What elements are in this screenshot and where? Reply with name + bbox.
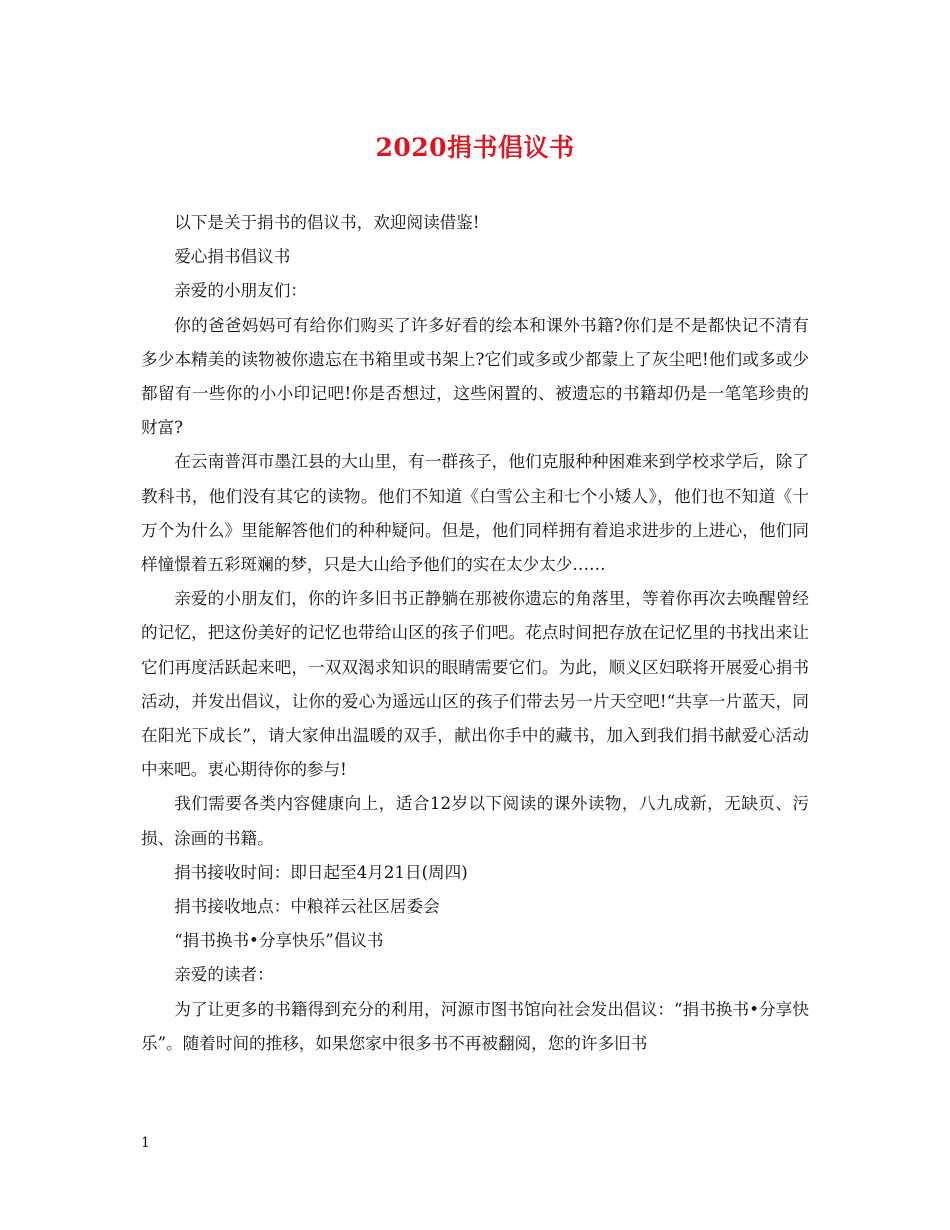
intro-paragraph: 以下是关于捐书的倡议书，欢迎阅读借鉴! xyxy=(174,213,480,232)
section-heading-love-donation: 爱心捐书倡议书 xyxy=(174,247,291,267)
document-title: 2020捐书倡议书 xyxy=(375,133,575,162)
body-paragraph: 在云南普洱市墨江县的大山里，有一群孩子，他们克服种种困难来到学校求学后，除了教科书，他们没有其它的读物。他们不知道《白雪公主和七个小矮人》，他们也不知道《十万个为什么》里能解答他们的种种疑问。但是，他们同样拥有着追求进步的上进心，他们同样憧憬着五彩斑斓的梦，只是大山给予他们的实在太少太少…… xyxy=(141,452,809,575)
salutation-readers: 亲爱的读者： xyxy=(174,965,274,985)
salutation-kids: 亲爱的小朋友们： xyxy=(174,281,307,301)
page-number: 1 xyxy=(141,1135,150,1151)
section-heading-book-exchange: “捐书换书•分享快乐”倡议书 xyxy=(174,931,384,951)
body-paragraph: 你的爸爸妈妈可有给你们购买了许多好看的绘本和课外书籍?你们是不是都快记不清有多少本精美的读物被你遗忘在书箱里或书架上?它们或多或少都蒙上了灰尘吧!他们或多或少都留有一些你的小小印记吧!你是否想过，这些闲置的、被遗忘的书籍却仍是一笔笔珍贵的财富? xyxy=(141,315,809,438)
document-body xyxy=(141,206,809,1061)
donation-location: 捐书接收地点：中粮祥云社区居委会 xyxy=(174,897,440,917)
body-paragraph: 为了让更多的书籍得到充分的利用，河源市图书馆向社会发出倡议：“捐书换书•分享快乐”。随着时间的推移，如果您家中很多书不再被翻阅，您的许多旧书 xyxy=(141,999,809,1053)
donation-time: 捐书接收时间：即日起至4月21日(周四) xyxy=(174,862,468,882)
body-paragraph: 我们需要各类内容健康向上，适合12岁以下阅读的课外读物，八九成新，无缺页、污损、涂画的书籍。 xyxy=(141,794,809,848)
body-paragraph: 亲爱的小朋友们，你的许多旧书正静躺在那被你遗忘的角落里，等着你再次去唤醒曾经的记忆，把这份美好的记忆也带给山区的孩子们吧。花点时间把存放在记忆里的书找出来让它们再度活跃起来吧，一双双渴求知识的眼睛需要它们。为此，顺义区妇联将开展爱心捐书活动，并发出倡议，让你的爱心为遥远山区的孩子们带去另一片天空吧!“共享一片蓝天，同在阳光下成长”，请大家伸出温暖的双手，献出你手中的藏书，加入到我们捐书献爱心活动中来吧。衷心期待你的参与! xyxy=(141,589,809,780)
